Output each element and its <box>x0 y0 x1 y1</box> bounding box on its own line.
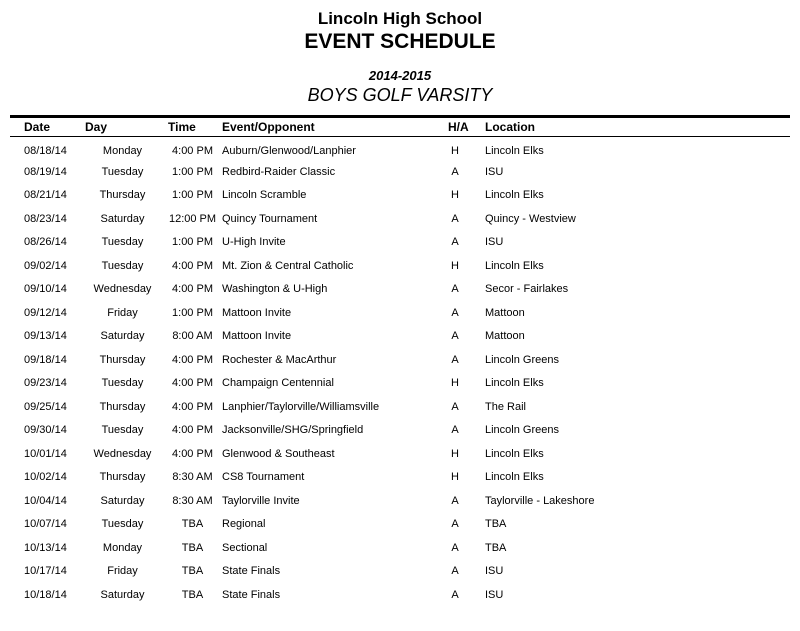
cell-location: ISU <box>485 236 504 249</box>
cell-ha: A <box>451 588 459 601</box>
cell-day: Wednesday <box>93 283 152 296</box>
cell-location: Lincoln Greens <box>485 353 559 366</box>
table-row <box>10 418 790 442</box>
cell-event: Lanphier/Taylorville/Williamsville <box>222 400 380 413</box>
header-event-opponent: Event/Opponent <box>220 116 435 136</box>
cell-time: TBA <box>181 588 204 601</box>
cell-time: 1:00 PM <box>172 165 213 178</box>
cell-event: Mattoon Invite <box>222 330 292 343</box>
cell-location: Lincoln Elks <box>485 189 544 202</box>
cell-location: ISU <box>485 565 504 578</box>
cell-location: Lincoln Elks <box>485 447 544 460</box>
cell-day: Tuesday <box>101 259 144 272</box>
cell-date: 09/25/14 <box>24 400 67 413</box>
cell-event: State Finals <box>222 565 281 578</box>
cell-day: Thursday <box>99 353 146 366</box>
cell-event: Rochester & MacArthur <box>222 353 337 366</box>
cell-ha: A <box>451 165 459 178</box>
cell-time: TBA <box>181 565 204 578</box>
cell-time: 1:00 PM <box>172 306 213 319</box>
cell-time: 4:00 PM <box>172 259 213 272</box>
cell-location: ISU <box>485 165 504 178</box>
cell-time: 12:00 PM <box>168 212 217 225</box>
cell-day: Saturday <box>100 212 145 225</box>
table-row <box>10 254 790 278</box>
cell-ha: A <box>451 353 459 366</box>
cell-ha: H <box>451 377 459 390</box>
cell-event: State Finals <box>222 588 281 601</box>
cell-event: Sectional <box>222 541 268 554</box>
cell-ha: A <box>451 283 459 296</box>
table-row <box>10 465 790 489</box>
cell-time: 8:30 AM <box>172 494 213 507</box>
cell-ha: A <box>451 236 459 249</box>
table-row <box>10 160 790 184</box>
cell-location: Quincy - Westview <box>485 212 576 225</box>
table-row <box>10 136 790 160</box>
cell-event: U-High Invite <box>222 236 286 249</box>
cell-event: Regional <box>222 518 266 531</box>
cell-time: 4:00 PM <box>172 353 213 366</box>
cell-day: Tuesday <box>101 518 144 531</box>
cell-ha: A <box>451 330 459 343</box>
cell-location: Secor - Fairlakes <box>485 283 569 296</box>
cell-day: Tuesday <box>101 236 144 249</box>
cell-event: Redbird-Raider Classic <box>222 165 336 178</box>
cell-location: Lincoln Greens <box>485 424 559 437</box>
cell-ha: A <box>451 212 459 225</box>
cell-date: 08/19/14 <box>24 165 67 178</box>
table-header-row <box>10 116 790 136</box>
cell-day: Saturday <box>100 330 145 343</box>
table-row <box>10 277 790 301</box>
table-row <box>10 301 790 325</box>
cell-day: Tuesday <box>101 165 144 178</box>
cell-day: Thursday <box>99 471 146 484</box>
header-home-away: H/A <box>435 116 475 136</box>
cell-event: Jacksonville/SHG/Springfield <box>222 424 364 437</box>
table-row <box>10 395 790 419</box>
cell-date: 08/23/14 <box>24 212 67 225</box>
cell-time: 4:00 PM <box>172 377 213 390</box>
header-location: Location <box>475 116 790 136</box>
cell-date: 10/18/14 <box>24 588 67 601</box>
cell-ha: A <box>451 424 459 437</box>
header-day: Day <box>80 116 165 136</box>
table-row <box>10 230 790 254</box>
cell-event: Washington & U-High <box>222 283 328 296</box>
document-header <box>0 0 800 107</box>
cell-day: Thursday <box>99 400 146 413</box>
cell-time: 8:00 AM <box>172 330 213 343</box>
cell-event: Glenwood & Southeast <box>222 447 335 460</box>
cell-day: Thursday <box>99 189 146 202</box>
cell-ha: H <box>451 145 459 158</box>
cell-location: TBA <box>485 518 507 531</box>
cell-time: TBA <box>181 541 204 554</box>
table-row <box>10 183 790 207</box>
table-row <box>10 489 790 513</box>
cell-ha: H <box>451 471 459 484</box>
cell-day: Saturday <box>100 588 145 601</box>
cell-date: 09/30/14 <box>24 424 67 437</box>
cell-day: Saturday <box>100 494 145 507</box>
cell-date: 10/17/14 <box>24 565 67 578</box>
header-time: Time <box>165 116 220 136</box>
cell-event: Auburn/Glenwood/Lanphier <box>222 145 356 158</box>
schedule-table-body <box>10 136 790 606</box>
table-row <box>10 442 790 466</box>
cell-ha: A <box>451 518 459 531</box>
cell-location: Mattoon <box>485 330 525 343</box>
cell-date: 09/13/14 <box>24 330 67 343</box>
cell-event: Champaign Centennial <box>222 377 334 390</box>
season-label: 2014-2015 <box>368 68 432 84</box>
cell-date: 09/18/14 <box>24 353 67 366</box>
cell-time: 4:00 PM <box>172 400 213 413</box>
cell-time: 8:30 AM <box>172 471 213 484</box>
cell-date: 09/10/14 <box>24 283 67 296</box>
table-row <box>10 536 790 560</box>
cell-location: Lincoln Elks <box>485 145 544 158</box>
cell-time: 1:00 PM <box>172 189 213 202</box>
table-row <box>10 348 790 372</box>
cell-time: 1:00 PM <box>172 236 213 249</box>
cell-location: Mattoon <box>485 306 525 319</box>
table-row <box>10 371 790 395</box>
cell-location: The Rail <box>485 400 526 413</box>
cell-date: 10/01/14 <box>24 447 67 460</box>
table-row <box>10 559 790 583</box>
cell-date: 08/18/14 <box>24 145 67 158</box>
cell-ha: A <box>451 565 459 578</box>
cell-location: Lincoln Elks <box>485 259 544 272</box>
table-row <box>10 324 790 348</box>
cell-event: Taylorville Invite <box>222 494 300 507</box>
cell-date: 10/02/14 <box>24 471 67 484</box>
table-row <box>10 207 790 231</box>
cell-location: TBA <box>485 541 507 554</box>
cell-ha: H <box>451 259 459 272</box>
school-name: Lincoln High School <box>317 9 483 28</box>
cell-event: Lincoln Scramble <box>222 189 307 202</box>
cell-event: CS8 Tournament <box>222 471 305 484</box>
cell-location: Taylorville - Lakeshore <box>485 494 595 507</box>
cell-event: Quincy Tournament <box>222 212 318 225</box>
cell-location: ISU <box>485 588 504 601</box>
cell-ha: A <box>451 494 459 507</box>
table-row <box>10 512 790 536</box>
cell-time: 4:00 PM <box>172 424 213 437</box>
team-name: BOYS GOLF VARSITY <box>307 85 493 106</box>
cell-time: 4:00 PM <box>172 283 213 296</box>
cell-date: 08/26/14 <box>24 236 67 249</box>
schedule-table <box>10 115 790 607</box>
cell-date: 10/13/14 <box>24 541 67 554</box>
cell-event: Mattoon Invite <box>222 306 292 319</box>
cell-ha: A <box>451 541 459 554</box>
cell-ha: H <box>451 189 459 202</box>
cell-date: 08/21/14 <box>24 189 67 202</box>
cell-event: Mt. Zion & Central Catholic <box>222 259 354 272</box>
cell-day: Wednesday <box>93 447 152 460</box>
cell-date: 09/12/14 <box>24 306 67 319</box>
cell-ha: A <box>451 400 459 413</box>
cell-location: Lincoln Elks <box>485 377 544 390</box>
table-row <box>10 583 790 607</box>
cell-location: Lincoln Elks <box>485 471 544 484</box>
cell-time: TBA <box>181 518 204 531</box>
cell-ha: H <box>451 447 459 460</box>
cell-day: Friday <box>107 306 138 319</box>
cell-date: 09/23/14 <box>24 377 67 390</box>
cell-time: 4:00 PM <box>172 447 213 460</box>
cell-day: Friday <box>107 565 138 578</box>
cell-time: 4:00 PM <box>172 145 213 158</box>
cell-ha: A <box>451 306 459 319</box>
cell-day: Monday <box>102 541 143 554</box>
cell-date: 09/02/14 <box>24 259 67 272</box>
cell-day: Monday <box>102 145 143 158</box>
cell-day: Tuesday <box>101 424 144 437</box>
cell-date: 10/07/14 <box>24 518 67 531</box>
cell-date: 10/04/14 <box>24 494 67 507</box>
cell-day: Tuesday <box>101 377 144 390</box>
header-date: Date <box>10 116 80 136</box>
document-title: EVENT SCHEDULE <box>304 30 496 54</box>
